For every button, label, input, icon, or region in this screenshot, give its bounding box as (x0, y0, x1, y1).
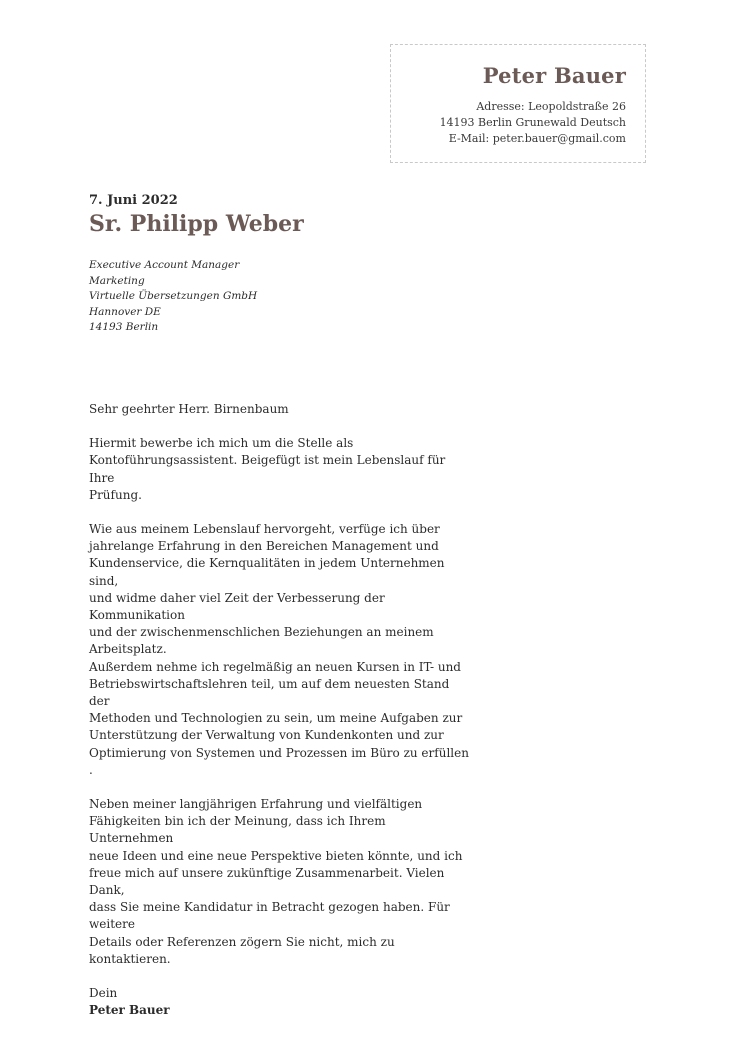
recipient-postal-city: 14193 Berlin (89, 321, 159, 334)
paragraph-line: Fähigkeiten bin ich der Meinung, dass ich Ihrem Unternehmen (89, 814, 386, 846)
paragraph-line: Betriebswirtschaftslehren teil, um auf dem neuesten Stand der (89, 676, 450, 709)
sender-name: Peter Bauer (482, 63, 626, 88)
recipient-title: Executive Account Manager (89, 259, 240, 271)
letter-date: 7. Juni 2022 (89, 193, 178, 208)
signature-name: Peter Bauer (89, 1003, 170, 1018)
paragraph-line: und der zwischenmenschlichen Beziehungen an meinem (89, 625, 434, 640)
paragraph-experience (89, 521, 469, 779)
paragraph-line: und widme daher viel Zeit der Verbesserung der Kommunikation (89, 590, 385, 623)
salutation: Sehr geehrter Herr. Birnenbaum (89, 402, 289, 416)
recipient-details (89, 258, 257, 336)
sender-address-line1: Adresse: Leopoldstraße 26 (476, 100, 626, 113)
sender-contact-box (390, 44, 646, 163)
paragraph-line: Unterstützung der Verwaltung von Kundenkonten und zur (89, 728, 444, 743)
paragraph-line: Neben meiner langjährigen Erfahrung und vielfältigen (89, 797, 423, 812)
paragraph-line: Prüfung. (89, 487, 142, 502)
recipient-department: Marketing (89, 274, 145, 287)
sender-address-line2: 14193 Berlin Grunewald Deutsch (439, 116, 626, 129)
paragraph-line: Methoden und Technologien zu sein, um meine Aufgaben zur (89, 711, 463, 726)
paragraph-line: Details oder Referenzen zögern Sie nicht, mich zu kontaktieren. (89, 934, 395, 966)
paragraph-line: neue Ideen und eine neue Perspektive bieten könnte, und ich (89, 848, 463, 863)
paragraph-line: dass Sie meine Kandidatur in Betracht gezogen haben. Für weitere (89, 900, 450, 932)
paragraph-line: jahrelange Erfahrung in den Bereichen Management und (89, 539, 439, 554)
letter-body (89, 401, 469, 1020)
paragraph-application (89, 435, 469, 504)
paragraph-line: Außerdem nehme ich regelmäßig an neuen Kursen in IT- und (89, 659, 461, 674)
closing: Dein (89, 986, 118, 1001)
recipient-city-country: Hannover DE (89, 305, 161, 318)
paragraph-closing-remarks (89, 796, 469, 968)
paragraph-line: Kundenservice, die Kernqualitäten in jedem Unternehmen sind, (89, 556, 445, 588)
paragraph-line: Hiermit bewerbe ich mich um die Stelle als (89, 436, 354, 451)
paragraph-line: Wie aus meinem Lebenslauf hervorgeht, verfüge ich über (89, 522, 440, 537)
paragraph-line: Arbeitsplatz. (89, 642, 167, 657)
sender-email: E-Mail: peter.bauer@gmail.com (448, 132, 626, 145)
paragraph-line: Optimierung von Systemen und Prozessen im Büro zu erfüllen . (89, 745, 469, 777)
recipient-name: Sr. Philipp Weber (89, 211, 304, 237)
paragraph-line: Kontoführungsassistent. Beigefügt ist mein Lebenslauf für Ihre (89, 453, 446, 485)
recipient-company: Virtuelle Übersetzungen GmbH (89, 290, 258, 303)
paragraph-line: freue mich auf unsere zukünftige Zusammenarbeit. Vielen Dank, (89, 865, 445, 898)
